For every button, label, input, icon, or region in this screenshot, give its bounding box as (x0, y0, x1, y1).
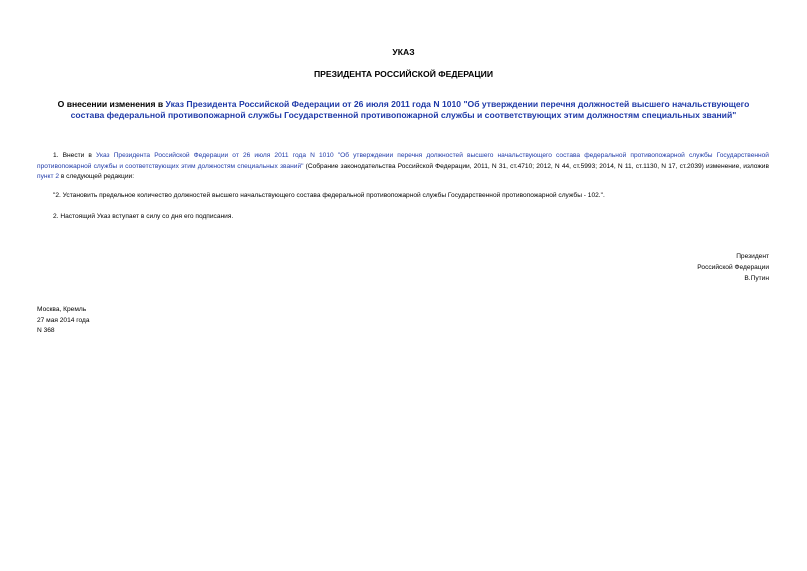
document-number: N 368 (37, 327, 55, 335)
paragraph-1 (37, 151, 769, 183)
document-type-heading: УКАЗ (392, 47, 415, 57)
place-location: Москва, Кремль (37, 306, 87, 313)
paragraph-1-end: в следующей редакции: (59, 173, 135, 181)
signature-name: В.Путин (744, 274, 769, 282)
paragraph-1-decree-link[interactable]: Указ Президента Российской Федерации от 26 июля 2011 года N 1010 "Об утверждении перечня должностей высшего начальствующего состава федеральной противопожарной службы Государственной противопожарной службы и соответствующих этим должностям специальных званий" (37, 152, 769, 170)
paragraph-3: 2. Настоящий Указ вступает в силу со дня его подписания. (53, 213, 234, 220)
signature-block (697, 252, 769, 284)
paragraph-1-middle: (Собрание законодательства Российской Федерации, 2011, N 31, ст.4710; 2012, N 44, ст.5993; 2014, N 11, ст.1130, N 17, ст.2039) изменение, изложив (303, 162, 769, 170)
signature-title: Президент (736, 253, 769, 260)
title-prefix: О внесении изменения в (57, 99, 166, 109)
title-decree-link[interactable]: Указ Президента Российской Федерации от 26 июля 2011 года N 1010 "Об утверждении перечня должностей высшего начальствующего состава федеральной противопожарной службы Государственной противопожарной службы и соответствующих этим должностям специальных званий" (70, 99, 750, 120)
paragraph-2: "2. Установить предельное количество должностей высшего начальствующего состава федеральной противопожарной службы Государственной противопожарной службы - 102.". (53, 192, 605, 199)
paragraph-1-lead: 1. Внести в (53, 152, 97, 159)
document-title (40, 99, 767, 121)
place-date-block (37, 305, 90, 337)
signature-country: Российской Федерации (697, 263, 769, 271)
place-date: 27 мая 2014 года (37, 316, 90, 324)
issuer-heading: ПРЕЗИДЕНТА РОССИЙСКОЙ ФЕДЕРАЦИИ (313, 69, 494, 79)
paragraph-1-clause-link[interactable]: пункт 2 (37, 173, 59, 181)
